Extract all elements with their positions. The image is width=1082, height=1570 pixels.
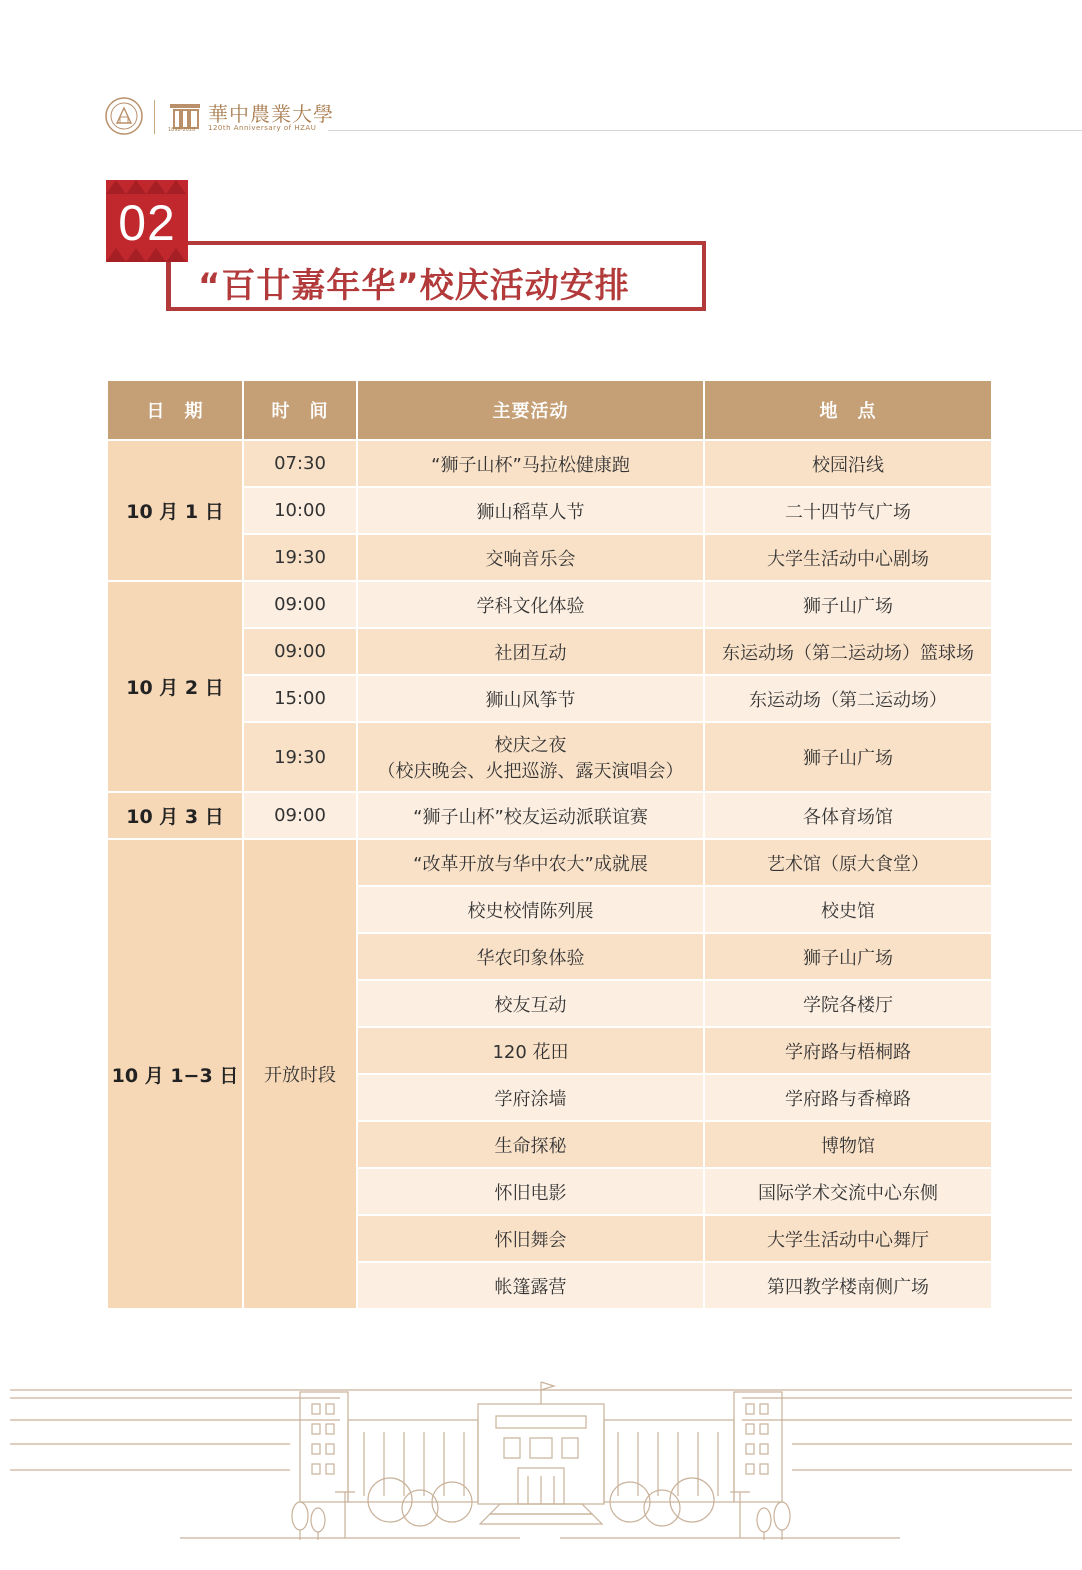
location-cell: 狮子山广场 xyxy=(704,581,992,628)
location-cell: 狮子山广场 xyxy=(704,933,992,980)
location-cell: 东运动场（第二运动场） xyxy=(704,675,992,722)
date-cell: 10 月 2 日 xyxy=(107,581,243,792)
location-cell: 校史馆 xyxy=(704,886,992,933)
header-divider xyxy=(154,100,155,134)
table-row xyxy=(107,839,992,886)
header-location: 地 点 xyxy=(704,380,992,440)
schedule-table xyxy=(106,379,993,1310)
date-cell: 10 月 3 日 xyxy=(107,792,243,839)
time-cell: 09:00 xyxy=(243,792,357,839)
location-cell: 艺术馆（原大食堂） xyxy=(704,839,992,886)
location-cell: 学院各楼厅 xyxy=(704,980,992,1027)
activity-cell: 120 花田 xyxy=(357,1027,704,1074)
activity-cell: 怀旧电影 xyxy=(357,1168,704,1215)
location-cell: 狮子山广场 xyxy=(704,722,992,792)
location-cell: 国际学术交流中心东侧 xyxy=(704,1168,992,1215)
activity-cell: “狮子山杯”马拉松健康跑 xyxy=(357,440,704,487)
date-cell: 10 月 1 日 xyxy=(107,440,243,581)
section-number: 02 xyxy=(118,195,176,251)
university-name: 華中農業大學 xyxy=(208,102,334,126)
page-header xyxy=(104,96,1082,140)
activity-cell xyxy=(357,722,704,792)
activity-cell: 狮山风筝节 xyxy=(357,675,704,722)
location-cell: 大学生活动中心舞厅 xyxy=(704,1215,992,1262)
time-cell: 19:30 xyxy=(243,534,357,581)
header-activity: 主要活动 xyxy=(357,380,704,440)
location-cell: 校园沿线 xyxy=(704,440,992,487)
location-cell: 学府路与香樟路 xyxy=(704,1074,992,1121)
activity-cell: 交响音乐会 xyxy=(357,534,704,581)
activity-cell: 帐篷露营 xyxy=(357,1262,704,1309)
anniversary-years: 1898-2018 xyxy=(168,127,196,133)
table-row xyxy=(107,581,992,628)
activity-cell: 社团互动 xyxy=(357,628,704,675)
location-cell: 二十四节气广场 xyxy=(704,487,992,534)
university-seal-icon xyxy=(104,96,144,136)
table-row xyxy=(107,440,992,487)
header-time: 时 间 xyxy=(243,380,357,440)
activity-cell: 怀旧舞会 xyxy=(357,1215,704,1262)
location-cell: 大学生活动中心剧场 xyxy=(704,534,992,581)
activity-detail: （校庆晚会、火把巡游、露天演唱会） xyxy=(377,761,684,782)
activity-cell: “改革开放与华中农大”成就展 xyxy=(357,839,704,886)
anniversary-caption: 120th Anniversary of HZAU xyxy=(208,124,317,132)
campus-illustration xyxy=(0,1380,1082,1560)
location-cell: 学府路与梧桐路 xyxy=(704,1027,992,1074)
time-cell: 开放时段 xyxy=(243,839,357,1309)
time-cell: 09:00 xyxy=(243,581,357,628)
activity-cell: 生命探秘 xyxy=(357,1121,704,1168)
activity-cell: 学府涂墙 xyxy=(357,1074,704,1121)
location-cell: 各体育场馆 xyxy=(704,792,992,839)
time-cell: 15:00 xyxy=(243,675,357,722)
location-cell: 博物馆 xyxy=(704,1121,992,1168)
activity-cell: 校史校情陈列展 xyxy=(357,886,704,933)
time-cell: 10:00 xyxy=(243,487,357,534)
activity-cell: 狮山稻草人节 xyxy=(357,487,704,534)
time-cell: 19:30 xyxy=(243,722,357,792)
location-cell: 东运动场（第二运动场）篮球场 xyxy=(704,628,992,675)
time-cell: 07:30 xyxy=(243,440,357,487)
time-cell: 09:00 xyxy=(243,628,357,675)
header-rule xyxy=(328,130,1082,131)
section-number-badge xyxy=(106,180,188,262)
location-cell: 第四教学楼南侧广场 xyxy=(704,1262,992,1309)
activity-cell: 华农印象体验 xyxy=(357,933,704,980)
activity-cell: 学科文化体验 xyxy=(357,581,704,628)
table-row xyxy=(107,792,992,839)
header-date: 日 期 xyxy=(107,380,243,440)
activity-cell: 校友互动 xyxy=(357,980,704,1027)
date-cell: 10 月 1−3 日 xyxy=(107,839,243,1309)
section-title: “百廿嘉年华”校庆活动安排 xyxy=(198,266,630,306)
activity-cell: “狮子山杯”校友运动派联谊赛 xyxy=(357,792,704,839)
activity-title: 校庆之夜 xyxy=(494,735,567,756)
table-header-row xyxy=(107,380,992,440)
